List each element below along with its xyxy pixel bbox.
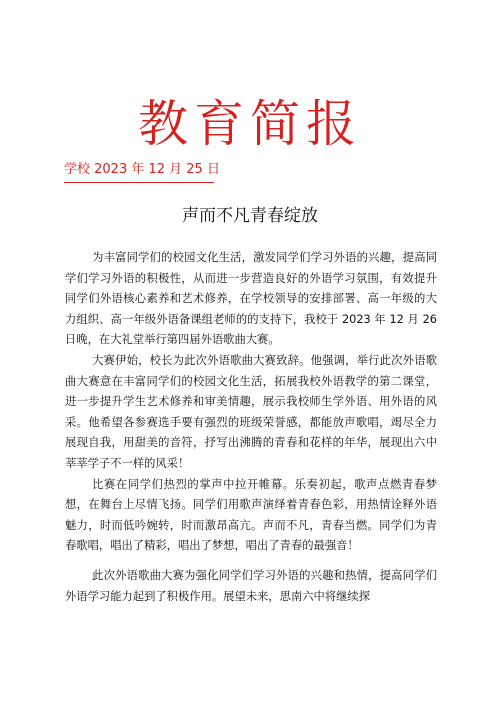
article-paragraph: 为丰富同学们的校园文化生活，激发同学们学习外语的兴趣，提高同学们学习外语的积极性，从而进一步营造良好的外语学习氛围，有效提升同学们外语核心素养和艺术修养，在学校领导的安排部署、高一年级的大力组织、高一年级外语备课组老师的的支持下，我校于 2023 年 12 月 26 日晚，在大礼堂举行第四届外语歌曲大赛。	[65, 251, 437, 347]
dateline-rule	[64, 182, 214, 183]
article-paragraph: 大赛伊始，校长为此次外语歌曲大赛致辞。他强调，举行此次外语歌曲大赛意在丰富同学们的校园文化生活，拓展我校外语教学的第二课堂，进一步提升学生艺术修养和审美情趣，展示我校师生学外语、用外语的风采。他希望各参赛选手要有强烈的班级荣誉感，都能放声歌唱，竭尽全力展现自我，用甜美的音符，抒写出沸腾的青春和花样的年华，展现出六中莘莘学子不一样的风采！	[65, 353, 437, 470]
masthead-title: 教育简报	[138, 95, 362, 153]
article-paragraph: 比赛在同学们热烈的掌声中拉开帷幕。乐奏初起，歌声点燃青春梦想，在舞台上尽情飞扬。同学们用歌声演绎着青春色彩，用热情诠释外语魅力，时而低吟婉转，时而激昂高亢。声而不凡，青春当燃。同学们为青春歌唱，唱出了精彩，唱出了梦想，唱出了青春的最强音！	[65, 477, 437, 553]
article-body	[65, 248, 437, 607]
article-title: 声而不凡青春绽放	[182, 206, 318, 226]
dateline: 学校 2023 年 12 月 25 日	[64, 162, 220, 177]
article-paragraph: 此次外语歌曲大赛为强化同学们学习外语的兴趣和热情，提高同学们外语学习能力起到了积极作用。展望未来，思南六中将继续探	[65, 568, 437, 603]
